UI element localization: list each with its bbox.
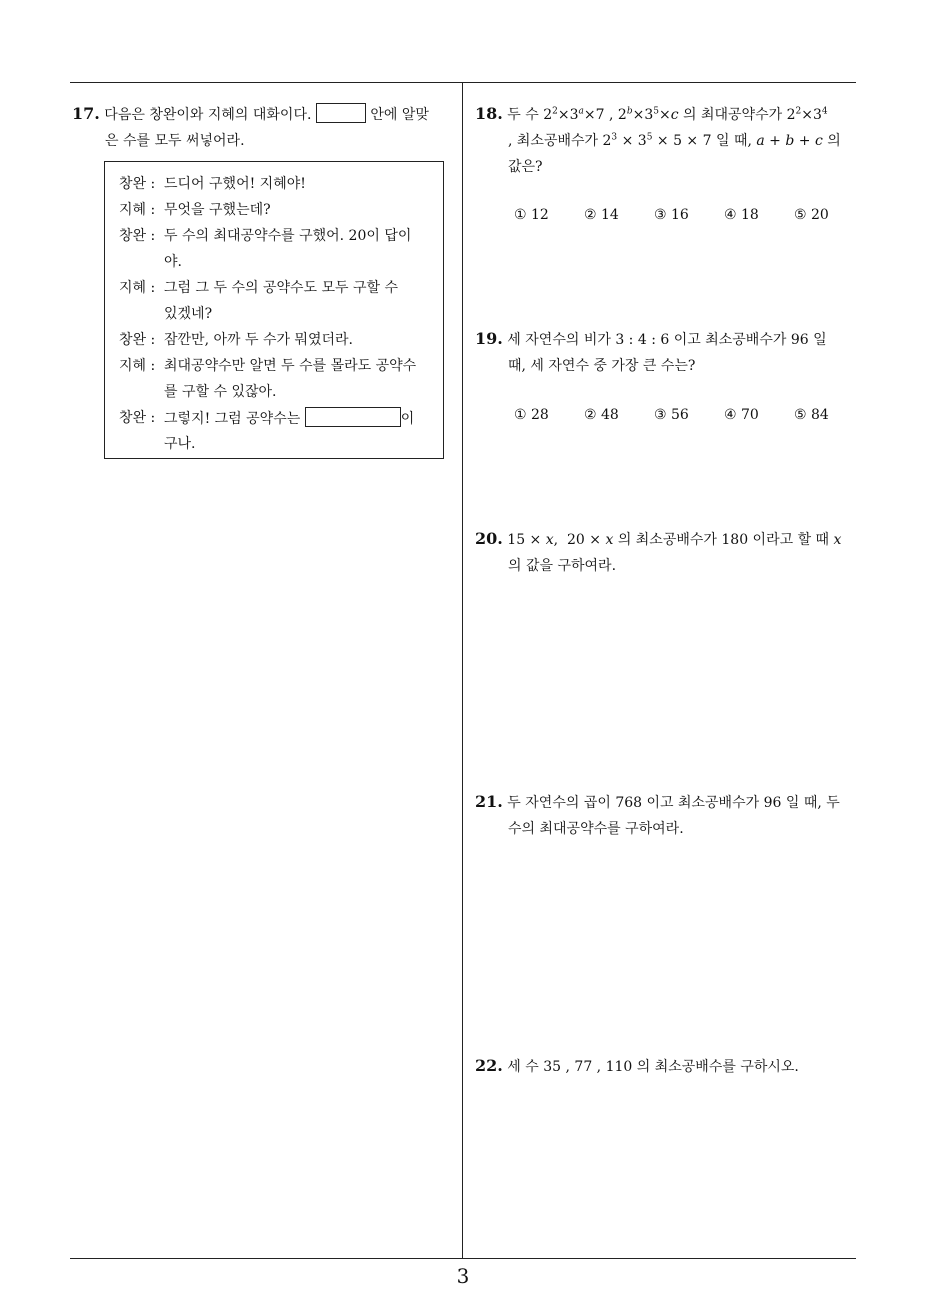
speaker: 창완 : <box>119 228 156 244</box>
dialogue-line <box>119 199 271 219</box>
question-number: 20. <box>475 529 503 548</box>
answer-blank[interactable] <box>305 407 401 427</box>
dialogue-text: 무엇을 구했는데? <box>164 202 271 218</box>
question-text: 의 <box>827 133 841 149</box>
question-text: 의 값을 구하여라. <box>508 558 617 574</box>
question-text: 다음은 창완이와 지혜의 대화이다. <box>104 107 312 123</box>
speaker: 지혜 : <box>119 202 156 218</box>
dialogue-line <box>119 173 306 193</box>
math-expression: a + b + c <box>756 133 823 149</box>
speaker: 창완 : <box>119 332 156 348</box>
question-text: 일 때, <box>715 133 752 149</box>
dialogue-line <box>119 355 417 375</box>
dialogue-line <box>119 433 196 452</box>
question-21 <box>475 789 860 842</box>
question-text: , 최소공배수가 <box>508 133 599 149</box>
dialogue-line <box>119 251 182 270</box>
question-number: 17. <box>72 104 100 123</box>
dialogue-text: 두 수의 최대공약수를 구했어. 20이 답이 <box>164 228 412 244</box>
speaker: 지혜 : <box>119 358 156 374</box>
dialogue-text: 있겠네? <box>164 306 213 322</box>
question-text: 의 최대공약수가 <box>683 107 783 123</box>
math-expression: $2^3 \times 3^5 \times 5 \times 7$ <box>602 132 712 149</box>
dialogue-text: 구나. <box>164 436 196 452</box>
question-18 <box>475 101 860 180</box>
question-text: 안에 알맞 <box>370 107 429 123</box>
question-text: 두 수 <box>507 107 539 123</box>
choice[interactable]: ② 48 <box>584 407 619 423</box>
question-text: 때, 세 자연수 중 가장 큰 수는? <box>508 358 696 374</box>
top-rule <box>70 82 856 83</box>
dialogue-line <box>119 407 415 427</box>
choice[interactable]: ③ 56 <box>654 407 689 423</box>
question-number: 22. <box>475 1056 503 1075</box>
question-number: 21. <box>475 792 503 811</box>
question-text: 의 최소공배수가 180 이라고 할 때 <box>617 532 830 548</box>
speaker: 창완 : <box>119 176 156 192</box>
dialogue-text: 야. <box>164 254 182 270</box>
question-text: 세 자연수의 비가 3 : 4 : 6 이고 최소공배수가 96 일 <box>507 332 827 348</box>
dialogue-text: 최대공약수만 알면 두 수를 몰라도 공약수 <box>164 358 417 374</box>
question-text: 수의 최대공약수를 구하여라. <box>508 821 684 837</box>
choice[interactable]: ③ 16 <box>654 207 689 223</box>
question-text: 두 자연수의 곱이 768 이고 최소공배수가 96 일 때, 두 <box>507 795 840 811</box>
bottom-rule <box>70 1258 856 1259</box>
question-20 <box>475 526 860 579</box>
choice[interactable]: ④ 70 <box>724 407 759 423</box>
choice[interactable]: ② 14 <box>584 207 619 223</box>
dialogue-text: 그럼 그 두 수의 공약수도 모두 구할 수 <box>164 280 399 296</box>
dialogue-text: 드디어 구했어! 지혜야! <box>164 176 306 192</box>
choice[interactable]: ⑤ 20 <box>794 207 829 223</box>
choice[interactable]: ① 12 <box>514 207 549 223</box>
dialogue-box <box>104 161 444 459</box>
page-number: 3 <box>456 1264 470 1288</box>
question-22 <box>475 1053 860 1080</box>
math-expression: $2^2\times 3^4$ <box>786 106 828 123</box>
question-text: 세 수 35 , 77 , 110 의 최소공배수를 구하시오. <box>507 1059 799 1075</box>
answer-blank[interactable] <box>316 103 366 123</box>
dialogue-line <box>119 303 213 322</box>
speaker: 창완 : <box>119 410 156 426</box>
question-number: 19. <box>475 329 503 348</box>
question-number: 18. <box>475 104 503 123</box>
choice[interactable]: ④ 18 <box>724 207 759 223</box>
question-text: 값은? <box>508 159 543 175</box>
dialogue-line <box>119 329 353 349</box>
dialogue-text: 그렇지! 그럼 공약수는 이 <box>164 407 414 428</box>
dialogue-line <box>119 225 412 245</box>
question-text: 은 수를 모두 써넣어라. <box>105 133 245 149</box>
dialogue-text: 잠깐만, 아까 두 수가 뭐였더라. <box>164 332 353 348</box>
column-divider <box>462 82 463 1258</box>
math-expression: 15 × x, 20 × x <box>507 532 614 548</box>
choice[interactable]: ① 28 <box>514 407 549 423</box>
question-19 <box>475 326 860 379</box>
dialogue-line <box>119 381 277 400</box>
speaker: 지혜 : <box>119 280 156 296</box>
math-variable: x <box>833 532 842 548</box>
dialogue-text: 를 구할 수 있잖아. <box>164 384 277 400</box>
question-17 <box>72 101 457 154</box>
math-expression: $2^2\times 3^a\times 7$ , $2^b\times 3^5\times c$ <box>543 106 679 123</box>
dialogue-line <box>119 277 399 297</box>
choice[interactable]: ⑤ 84 <box>794 407 829 423</box>
